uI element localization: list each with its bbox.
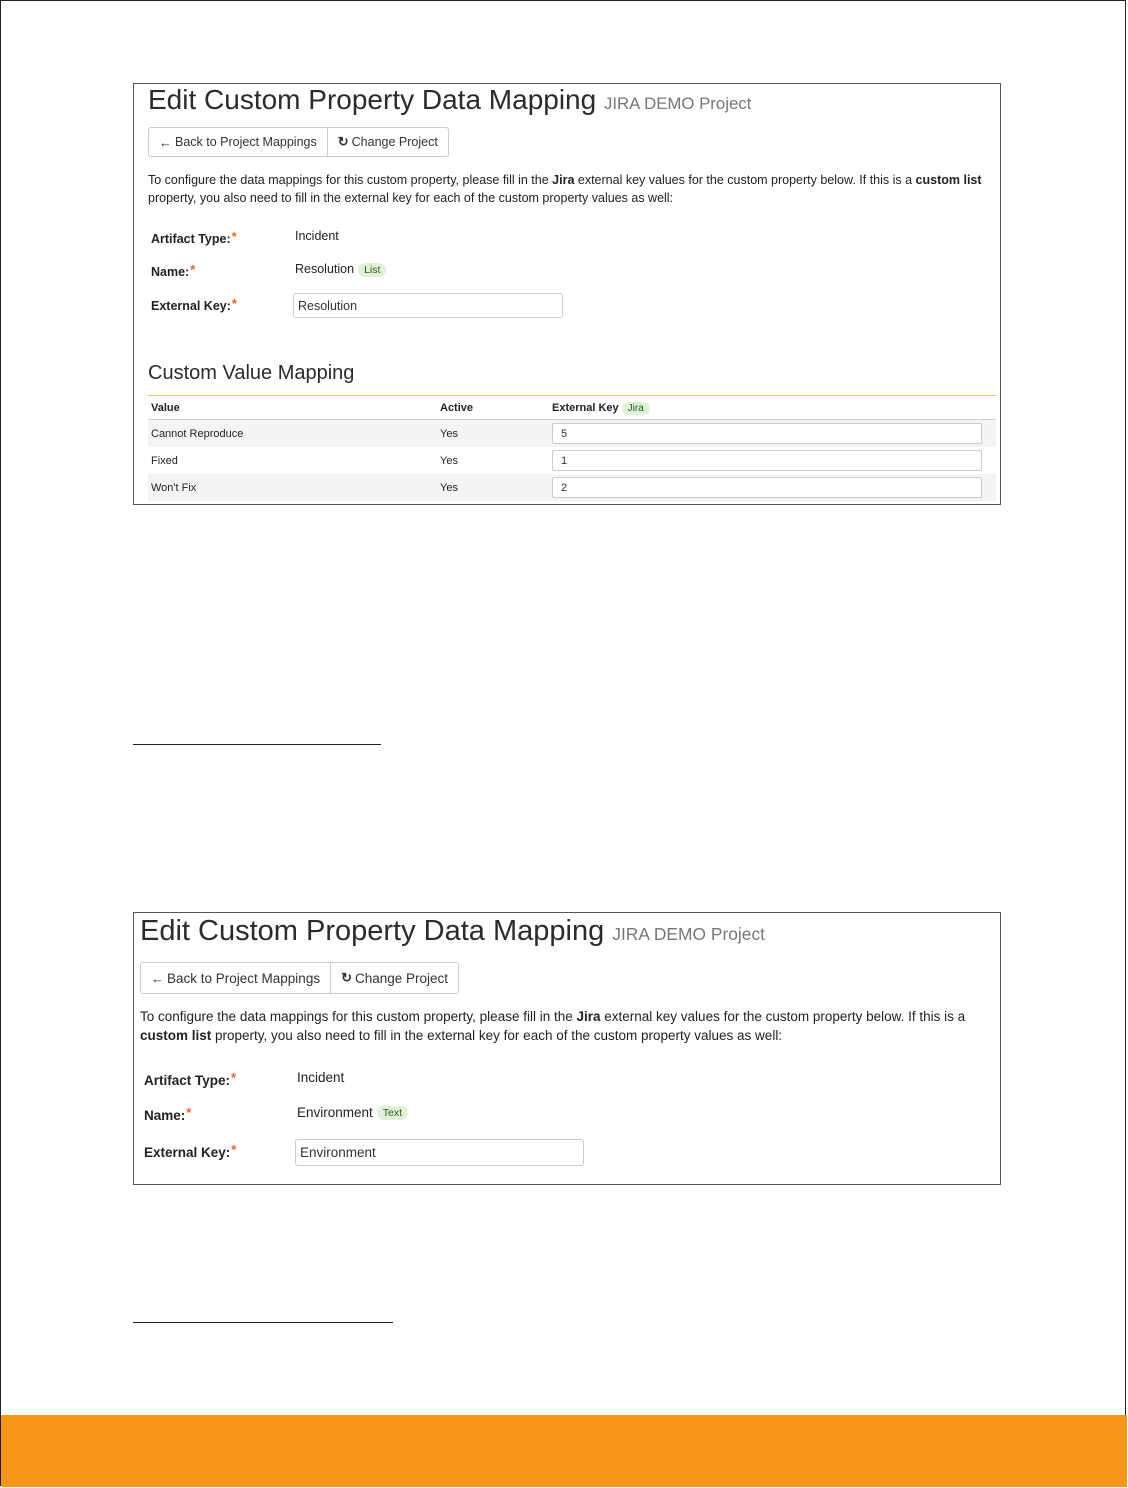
page-title	[148, 84, 751, 116]
value-cell: Won't Fix	[148, 474, 437, 501]
footnote-divider	[133, 1322, 393, 1323]
required-marker: *	[186, 1105, 192, 1120]
change-button-label: Change Project	[351, 135, 438, 149]
desc-bold: custom list	[140, 1028, 212, 1043]
instructions-text	[140, 1007, 1000, 1045]
change-button-label: Change Project	[354, 970, 449, 986]
table-row	[148, 474, 996, 501]
name-value	[297, 1105, 408, 1120]
active-cell: Yes	[437, 420, 549, 448]
required-marker: *	[190, 262, 196, 277]
type-badge: Text	[377, 1106, 408, 1120]
column-header-active: Active	[437, 397, 549, 420]
change-project-button[interactable]	[330, 963, 458, 993]
artifact-type-label	[151, 229, 237, 247]
label-text: External Key:	[151, 299, 231, 313]
table-header-row	[148, 397, 996, 420]
page-title	[140, 915, 765, 948]
footer-bar	[1, 1415, 1127, 1487]
desc-part: external key values for the custom property below. If this is a	[574, 173, 916, 187]
mapping-screenshot-list	[133, 83, 1001, 505]
mapping-screenshot-text	[133, 912, 1001, 1185]
row-external-key-input[interactable]	[552, 423, 982, 444]
active-cell: Yes	[440, 454, 458, 467]
footnote-divider	[133, 744, 381, 745]
toolbar	[148, 127, 449, 157]
value-cell: Fixed	[151, 454, 178, 467]
back-to-project-mappings-button[interactable]	[149, 128, 327, 156]
desc-bold: Jira	[552, 173, 575, 187]
required-marker: *	[231, 1070, 237, 1085]
page-title-text: Edit Custom Property Data Mapping	[148, 84, 597, 115]
external-key-cell	[549, 474, 996, 501]
refresh-icon: ↻	[337, 134, 349, 149]
external-key-input[interactable]	[295, 1139, 584, 1166]
artifact-type-value: Incident	[295, 229, 339, 243]
type-badge: List	[358, 263, 386, 277]
arrow-left-icon: ←	[151, 970, 164, 986]
desc-part: To configure the data mappings for this custom property, please fill in the	[148, 173, 553, 187]
required-marker: *	[231, 229, 237, 244]
row-external-key-input[interactable]	[552, 450, 982, 471]
custom-value-mapping-title: Custom Value Mapping	[148, 362, 355, 384]
label-text: Artifact Type:	[151, 232, 231, 246]
table-row	[148, 447, 996, 474]
required-marker: *	[231, 296, 237, 311]
desc-part: property, you also need to fill in the external key for each of the custom property values as well:	[211, 1028, 783, 1043]
desc-part: property, you also need to fill in the external key for each of the custom property values as well:	[148, 191, 674, 205]
section-divider	[148, 395, 996, 396]
toolbar	[140, 962, 459, 994]
name-label	[144, 1105, 192, 1123]
back-to-project-mappings-button[interactable]	[141, 963, 330, 993]
project-name: JIRA DEMO Project	[612, 924, 765, 944]
label-text: Name:	[151, 265, 190, 279]
change-project-button[interactable]	[327, 128, 448, 156]
label-text: External Key:	[144, 1145, 231, 1160]
required-marker: *	[231, 1142, 237, 1157]
external-key-input[interactable]	[293, 293, 563, 318]
arrow-left-icon: ←	[159, 134, 172, 150]
project-name: JIRA DEMO Project	[604, 94, 752, 113]
back-button-label: Back to Project Mappings	[175, 135, 317, 149]
label-text: Artifact Type:	[144, 1073, 231, 1088]
external-key-cell	[549, 420, 996, 448]
refresh-icon: ↻	[341, 970, 352, 985]
external-key-label	[151, 296, 237, 314]
label-text: Name:	[144, 1108, 186, 1123]
active-cell: Yes	[437, 474, 549, 501]
table-row	[148, 420, 996, 448]
name-value-text: Resolution	[295, 262, 355, 276]
column-header-value: Value	[148, 397, 437, 420]
header-text: External Key	[552, 401, 619, 414]
value-cell: Cannot Reproduce	[148, 420, 437, 448]
external-key-label	[144, 1142, 237, 1160]
desc-part: external key values for the custom property below. If this is a	[600, 1009, 966, 1024]
artifact-type-value: Incident	[297, 1070, 345, 1085]
custom-value-mapping-table	[148, 397, 996, 501]
name-value	[295, 262, 386, 277]
name-value-text: Environment	[297, 1105, 373, 1120]
desc-bold: Jira	[576, 1009, 601, 1024]
artifact-type-label	[144, 1070, 237, 1088]
desc-bold: custom list	[915, 173, 982, 187]
jira-badge: Jira	[622, 402, 650, 415]
row-external-key-input[interactable]	[552, 477, 982, 498]
external-key-cell	[549, 447, 996, 474]
name-label	[151, 262, 196, 280]
back-button-label: Back to Project Mappings	[167, 970, 321, 986]
instructions-text	[148, 171, 988, 207]
column-header-external-key	[549, 397, 996, 420]
page-title-text: Edit Custom Property Data Mapping	[140, 915, 605, 947]
desc-part: To configure the data mappings for this custom property, please fill in the	[140, 1009, 577, 1024]
